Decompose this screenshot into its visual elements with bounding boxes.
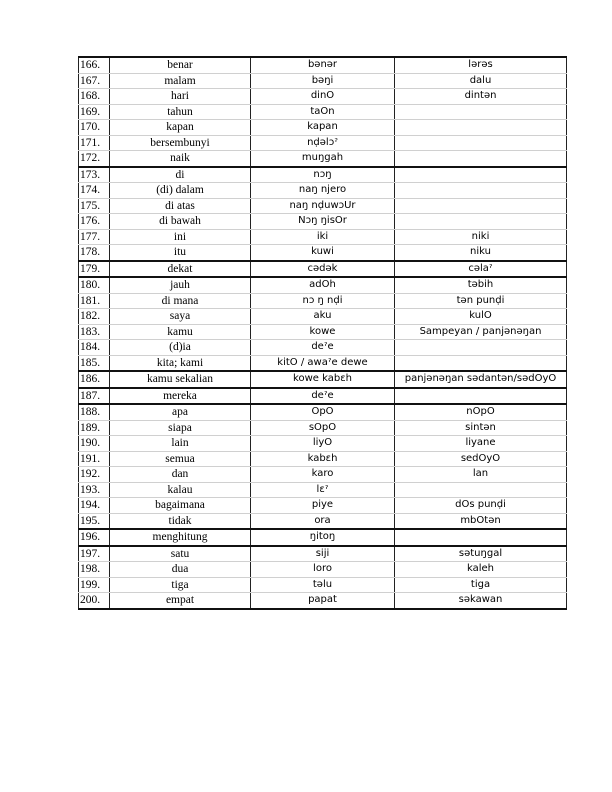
javanese-ngoko-word: kowe: [251, 324, 395, 340]
javanese-ngoko-word: papat: [251, 593, 395, 609]
javanese-krama-word: cəlaˀ: [395, 261, 567, 278]
javanese-ngoko-word: kowe kabɛh: [251, 371, 395, 388]
indonesian-word: itu: [110, 245, 251, 261]
indonesian-word: bersembunyi: [110, 135, 251, 151]
table-row: [79, 562, 567, 578]
javanese-krama-word: liyane: [395, 436, 567, 452]
javanese-krama-word: sintən: [395, 420, 567, 436]
table-row: [79, 451, 567, 467]
table-row: [79, 371, 567, 388]
javanese-krama-word: [395, 355, 567, 371]
row-number: 197.: [79, 546, 110, 562]
table-row: [79, 420, 567, 436]
indonesian-word: malam: [110, 73, 251, 89]
row-number: 185.: [79, 355, 110, 371]
indonesian-word: dua: [110, 562, 251, 578]
javanese-krama-word: Sampeyan / panjənəŋan: [395, 324, 567, 340]
indonesian-word: di: [110, 167, 251, 183]
indonesian-word: saya: [110, 309, 251, 325]
row-number: 200.: [79, 593, 110, 609]
row-number: 181.: [79, 293, 110, 309]
table-row: [79, 482, 567, 498]
indonesian-word: kalau: [110, 482, 251, 498]
indonesian-word: dan: [110, 467, 251, 483]
javanese-ngoko-word: iki: [251, 229, 395, 245]
table-row: [79, 529, 567, 546]
javanese-krama-word: nOpO: [395, 404, 567, 420]
javanese-krama-word: niki: [395, 229, 567, 245]
indonesian-word: (d)ia: [110, 340, 251, 356]
table-row: [79, 293, 567, 309]
javanese-krama-word: lan: [395, 467, 567, 483]
table-row: [79, 546, 567, 562]
table-row: [79, 324, 567, 340]
javanese-ngoko-word: Nɔŋ ŋisOr: [251, 214, 395, 230]
javanese-ngoko-word: ŋitoŋ: [251, 529, 395, 546]
javanese-ngoko-word: loro: [251, 562, 395, 578]
table-row: [79, 89, 567, 105]
javanese-ngoko-word: deˀe: [251, 388, 395, 405]
table-row: [79, 498, 567, 514]
javanese-krama-word: [395, 167, 567, 183]
javanese-krama-word: [395, 388, 567, 405]
javanese-krama-word: [395, 214, 567, 230]
javanese-krama-word: sətuŋgal: [395, 546, 567, 562]
row-number: 196.: [79, 529, 110, 546]
indonesian-word: kamu sekalian: [110, 371, 251, 388]
indonesian-word: jauh: [110, 277, 251, 293]
javanese-krama-word: təbih: [395, 277, 567, 293]
row-number: 173.: [79, 167, 110, 183]
row-number: 177.: [79, 229, 110, 245]
table-row: [79, 135, 567, 151]
indonesian-word: apa: [110, 404, 251, 420]
table-row: [79, 513, 567, 529]
row-number: 168.: [79, 89, 110, 105]
javanese-krama-word: dintən: [395, 89, 567, 105]
javanese-ngoko-word: lɛˀ: [251, 482, 395, 498]
row-number: 167.: [79, 73, 110, 89]
indonesian-word: kamu: [110, 324, 251, 340]
indonesian-word: menghitung: [110, 529, 251, 546]
table-row: [79, 277, 567, 293]
indonesian-word: kita; kami: [110, 355, 251, 371]
indonesian-word: di mana: [110, 293, 251, 309]
row-number: 179.: [79, 261, 110, 278]
indonesian-word: hari: [110, 89, 251, 105]
table-row: [79, 245, 567, 261]
indonesian-word: naik: [110, 151, 251, 167]
indonesian-word: di atas: [110, 198, 251, 214]
javanese-ngoko-word: ora: [251, 513, 395, 529]
table-row: [79, 229, 567, 245]
indonesian-word: tidak: [110, 513, 251, 529]
javanese-ngoko-word: taOn: [251, 104, 395, 120]
javanese-ngoko-word: piye: [251, 498, 395, 514]
javanese-krama-word: kaleh: [395, 562, 567, 578]
javanese-krama-word: dOs punḍi: [395, 498, 567, 514]
table-row: [79, 577, 567, 593]
indonesian-word: empat: [110, 593, 251, 609]
word-list-table: [78, 56, 567, 610]
row-number: 175.: [79, 198, 110, 214]
javanese-ngoko-word: aku: [251, 309, 395, 325]
row-number: 198.: [79, 562, 110, 578]
javanese-ngoko-word: deˀe: [251, 340, 395, 356]
row-number: 166.: [79, 57, 110, 73]
javanese-ngoko-word: kabɛh: [251, 451, 395, 467]
row-number: 178.: [79, 245, 110, 261]
javanese-ngoko-word: naŋ njero: [251, 183, 395, 199]
table-row: [79, 388, 567, 405]
table-row: [79, 151, 567, 167]
javanese-krama-word: [395, 151, 567, 167]
table-row: [79, 355, 567, 371]
table-row: [79, 120, 567, 136]
javanese-krama-word: [395, 529, 567, 546]
javanese-krama-word: [395, 183, 567, 199]
indonesian-word: kapan: [110, 120, 251, 136]
table-row: [79, 593, 567, 609]
javanese-ngoko-word: nɔ ŋ nḍi: [251, 293, 395, 309]
indonesian-word: mereka: [110, 388, 251, 405]
row-number: 188.: [79, 404, 110, 420]
indonesian-word: siapa: [110, 420, 251, 436]
row-number: 189.: [79, 420, 110, 436]
javanese-krama-word: sedOyO: [395, 451, 567, 467]
javanese-ngoko-word: liyO: [251, 436, 395, 452]
row-number: 174.: [79, 183, 110, 199]
javanese-krama-word: səkawan: [395, 593, 567, 609]
javanese-krama-word: niku: [395, 245, 567, 261]
row-number: 171.: [79, 135, 110, 151]
javanese-krama-word: [395, 482, 567, 498]
row-number: 199.: [79, 577, 110, 593]
row-number: 194.: [79, 498, 110, 514]
table-row: [79, 404, 567, 420]
javanese-ngoko-word: sOpO: [251, 420, 395, 436]
javanese-ngoko-word: nḍəlɔˀ: [251, 135, 395, 151]
table-body: [79, 57, 567, 609]
javanese-ngoko-word: siji: [251, 546, 395, 562]
table-row: [79, 198, 567, 214]
row-number: 184.: [79, 340, 110, 356]
row-number: 170.: [79, 120, 110, 136]
javanese-krama-word: [395, 120, 567, 136]
row-number: 182.: [79, 309, 110, 325]
table-row: [79, 340, 567, 356]
javanese-krama-word: [395, 104, 567, 120]
javanese-ngoko-word: kitO / awaˀe dewe: [251, 355, 395, 371]
javanese-ngoko-word: təlu: [251, 577, 395, 593]
javanese-krama-word: tiga: [395, 577, 567, 593]
row-number: 180.: [79, 277, 110, 293]
table-row: [79, 167, 567, 183]
row-number: 186.: [79, 371, 110, 388]
row-number: 172.: [79, 151, 110, 167]
javanese-krama-word: kulO: [395, 309, 567, 325]
javanese-ngoko-word: kuwi: [251, 245, 395, 261]
javanese-ngoko-word: naŋ nḍuwɔUr: [251, 198, 395, 214]
indonesian-word: bagaimana: [110, 498, 251, 514]
javanese-ngoko-word: bəŋi: [251, 73, 395, 89]
javanese-ngoko-word: adOh: [251, 277, 395, 293]
indonesian-word: tahun: [110, 104, 251, 120]
table-row: [79, 436, 567, 452]
indonesian-word: lain: [110, 436, 251, 452]
javanese-krama-word: dalu: [395, 73, 567, 89]
javanese-ngoko-word: kapan: [251, 120, 395, 136]
table-row: [79, 57, 567, 73]
javanese-ngoko-word: cədək: [251, 261, 395, 278]
javanese-ngoko-word: karo: [251, 467, 395, 483]
indonesian-word: semua: [110, 451, 251, 467]
indonesian-word: benar: [110, 57, 251, 73]
javanese-krama-word: panjənəŋan sədantən/sədOyO: [395, 371, 567, 388]
table-row: [79, 261, 567, 278]
javanese-krama-word: tən punḍi: [395, 293, 567, 309]
table-row: [79, 104, 567, 120]
javanese-ngoko-word: OpO: [251, 404, 395, 420]
row-number: 176.: [79, 214, 110, 230]
indonesian-word: ini: [110, 229, 251, 245]
indonesian-word: satu: [110, 546, 251, 562]
javanese-ngoko-word: bənər: [251, 57, 395, 73]
indonesian-word: (di) dalam: [110, 183, 251, 199]
row-number: 191.: [79, 451, 110, 467]
javanese-ngoko-word: muŋgah: [251, 151, 395, 167]
table-row: [79, 309, 567, 325]
row-number: 190.: [79, 436, 110, 452]
row-number: 183.: [79, 324, 110, 340]
javanese-krama-word: lərəs: [395, 57, 567, 73]
table-row: [79, 467, 567, 483]
row-number: 187.: [79, 388, 110, 405]
javanese-ngoko-word: nɔŋ: [251, 167, 395, 183]
javanese-ngoko-word: dinO: [251, 89, 395, 105]
indonesian-word: tiga: [110, 577, 251, 593]
javanese-krama-word: mbOtən: [395, 513, 567, 529]
javanese-krama-word: [395, 340, 567, 356]
table-row: [79, 73, 567, 89]
row-number: 169.: [79, 104, 110, 120]
javanese-krama-word: [395, 198, 567, 214]
table-row: [79, 214, 567, 230]
table-row: [79, 183, 567, 199]
row-number: 195.: [79, 513, 110, 529]
javanese-krama-word: [395, 135, 567, 151]
row-number: 192.: [79, 467, 110, 483]
indonesian-word: di bawah: [110, 214, 251, 230]
indonesian-word: dekat: [110, 261, 251, 278]
row-number: 193.: [79, 482, 110, 498]
